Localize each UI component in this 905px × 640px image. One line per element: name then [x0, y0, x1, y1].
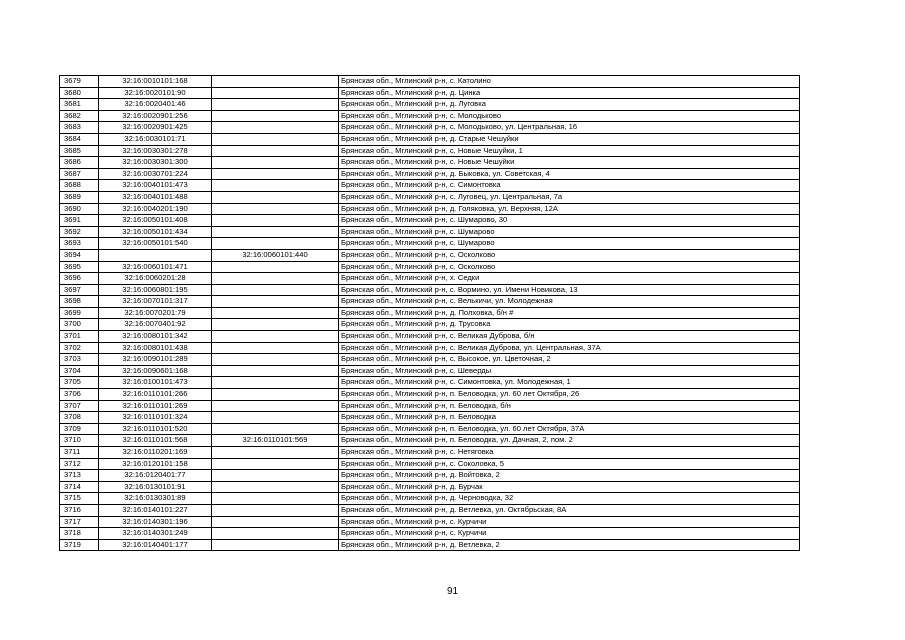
- cadastral-number-cell: 32:16:0090601:168: [99, 365, 212, 377]
- related-cadastral-number-cell: [212, 180, 339, 192]
- row-number-cell: 3689: [60, 191, 99, 203]
- address-cell: Брянская обл., Мглинский р-н, д. Ветлевка, 2: [339, 539, 800, 551]
- cadastral-number-cell: 32:16:0030101:71: [99, 133, 212, 145]
- table-body: [60, 76, 800, 551]
- cadastral-number-cell: 32:16:0070201:79: [99, 307, 212, 319]
- related-cadastral-number-cell: [212, 400, 339, 412]
- table-row: [60, 157, 800, 169]
- cadastral-number-cell: 32:16:0050101:408: [99, 215, 212, 227]
- cadastral-number-cell: 32:16:0020401:46: [99, 99, 212, 111]
- table-row: [60, 261, 800, 273]
- related-cadastral-number-cell: [212, 215, 339, 227]
- table-row: [60, 447, 800, 459]
- address-cell: Брянская обл., Мглинский р-н, д. Бурчак: [339, 481, 800, 493]
- address-cell: Брянская обл., Мглинский р-н, с. Курчичи: [339, 516, 800, 528]
- row-number-cell: 3717: [60, 516, 99, 528]
- row-number-cell: 3679: [60, 76, 99, 88]
- related-cadastral-number-cell: [212, 377, 339, 389]
- cadastral-number-cell: 32:16:0130101:91: [99, 481, 212, 493]
- table-row: [60, 481, 800, 493]
- address-cell: Брянская обл., Мглинский р-н, с. Соколовка, 5: [339, 458, 800, 470]
- row-number-cell: 3692: [60, 226, 99, 238]
- row-number-cell: 3711: [60, 447, 99, 459]
- cadastral-number-cell: 32:16:0040101:488: [99, 191, 212, 203]
- row-number-cell: 3682: [60, 110, 99, 122]
- table-row: [60, 168, 800, 180]
- address-cell: Брянская обл., Мглинский р-н, д. Трусовка: [339, 319, 800, 331]
- cadastral-number-cell: 32:16:0060801:195: [99, 284, 212, 296]
- cadastral-number-cell: 32:16:0050101:540: [99, 238, 212, 250]
- related-cadastral-number-cell: [212, 191, 339, 203]
- table-row: [60, 331, 800, 343]
- related-cadastral-number-cell: [212, 423, 339, 435]
- row-number-cell: 3699: [60, 307, 99, 319]
- address-cell: Брянская обл., Мглинский р-н, п. Беловодка: [339, 412, 800, 424]
- row-number-cell: 3691: [60, 215, 99, 227]
- related-cadastral-number-cell: [212, 122, 339, 134]
- address-cell: Брянская обл., Мглинский р-н, д. Цинка: [339, 87, 800, 99]
- address-cell: Брянская обл., Мглинский р-н, п. Беловодка, ул. 60 лет Октября, 37А: [339, 423, 800, 435]
- cadastral-number-cell: 32:16:0020101:90: [99, 87, 212, 99]
- row-number-cell: 3684: [60, 133, 99, 145]
- related-cadastral-number-cell: [212, 203, 339, 215]
- table-row: [60, 273, 800, 285]
- cadastral-number-cell: 32:16:0020901:425: [99, 122, 212, 134]
- address-cell: Брянская обл., Мглинский р-н, с. Курчичи: [339, 528, 800, 540]
- cadastral-number-cell: 32:16:0120101:158: [99, 458, 212, 470]
- table-row: [60, 389, 800, 401]
- table-row: [60, 145, 800, 157]
- row-number-cell: 3704: [60, 365, 99, 377]
- row-number-cell: 3709: [60, 423, 99, 435]
- address-cell: Брянская обл., Мглинский р-н, с. Молодьково, ул. Центральная, 16: [339, 122, 800, 134]
- related-cadastral-number-cell: [212, 331, 339, 343]
- table-row: [60, 249, 800, 261]
- cadastral-number-cell: 32:16:0110101:324: [99, 412, 212, 424]
- cadastral-number-cell: 32:16:0140401:177: [99, 539, 212, 551]
- table-row: [60, 412, 800, 424]
- cadastral-number-cell: 32:16:0110101:568: [99, 435, 212, 447]
- row-number-cell: 3703: [60, 354, 99, 366]
- address-cell: Брянская обл., Мглинский р-н, д. Полховка, б/н #: [339, 307, 800, 319]
- table-row: [60, 539, 800, 551]
- row-number-cell: 3694: [60, 249, 99, 261]
- related-cadastral-number-cell: [212, 389, 339, 401]
- address-cell: Брянская обл., Мглинский р-н, с. Вормино, ул. Имени Новикова, 13: [339, 284, 800, 296]
- related-cadastral-number-cell: [212, 319, 339, 331]
- address-cell: Брянская обл., Мглинский р-н, д. Черноводка, 32: [339, 493, 800, 505]
- cadastral-number-cell: 32:16:0030301:278: [99, 145, 212, 157]
- row-number-cell: 3695: [60, 261, 99, 273]
- row-number-cell: 3708: [60, 412, 99, 424]
- cadastral-number-cell: 32:16:0090101:289: [99, 354, 212, 366]
- table-row: [60, 435, 800, 447]
- table-row: [60, 319, 800, 331]
- table-row: [60, 400, 800, 412]
- cadastral-number-cell: 32:16:0100101:473: [99, 377, 212, 389]
- row-number-cell: 3706: [60, 389, 99, 401]
- related-cadastral-number-cell: [212, 365, 339, 377]
- table-row: [60, 342, 800, 354]
- row-number-cell: 3707: [60, 400, 99, 412]
- related-cadastral-number-cell: [212, 157, 339, 169]
- cadastral-number-cell: 32:16:0060101:471: [99, 261, 212, 273]
- cadastral-number-cell: 32:16:0030301:300: [99, 157, 212, 169]
- row-number-cell: 3685: [60, 145, 99, 157]
- related-cadastral-number-cell: [212, 470, 339, 482]
- address-cell: Брянская обл., Мглинский р-н, с. Молодьково: [339, 110, 800, 122]
- row-number-cell: 3719: [60, 539, 99, 551]
- table-row: [60, 458, 800, 470]
- address-cell: Брянская обл., Мглинский р-н, с. Великая Дуброва, б/н: [339, 331, 800, 343]
- row-number-cell: 3698: [60, 296, 99, 308]
- related-cadastral-number-cell: [212, 354, 339, 366]
- related-cadastral-number-cell: [212, 539, 339, 551]
- cadastral-number-cell: [99, 249, 212, 261]
- table-row: [60, 377, 800, 389]
- cadastral-number-cell: 32:16:0040201:190: [99, 203, 212, 215]
- address-cell: Брянская обл., Мглинский р-н, с. Великая Дуброва, ул. Центральная, 37А: [339, 342, 800, 354]
- table-row: [60, 238, 800, 250]
- related-cadastral-number-cell: [212, 110, 339, 122]
- address-cell: Брянская обл., Мглинский р-н, д. Быковка, ул. Советская, 4: [339, 168, 800, 180]
- cadastral-table: [59, 75, 800, 551]
- address-cell: Брянская обл., Мглинский р-н, д. Голяковка, ул. Верхняя, 12А: [339, 203, 800, 215]
- address-cell: Брянская обл., Мглинский р-н, с. Католино: [339, 76, 800, 88]
- cadastral-number-cell: 32:16:0110101:269: [99, 400, 212, 412]
- row-number-cell: 3681: [60, 99, 99, 111]
- table-row: [60, 110, 800, 122]
- page-number: 91: [446, 586, 459, 597]
- related-cadastral-number-cell: [212, 493, 339, 505]
- table-row: [60, 215, 800, 227]
- table-row: [60, 226, 800, 238]
- row-number-cell: 3714: [60, 481, 99, 493]
- related-cadastral-number-cell: [212, 481, 339, 493]
- cadastral-number-cell: 32:16:0050101:434: [99, 226, 212, 238]
- row-number-cell: 3697: [60, 284, 99, 296]
- table-row: [60, 99, 800, 111]
- row-number-cell: 3718: [60, 528, 99, 540]
- table-row: [60, 470, 800, 482]
- related-cadastral-number-cell: [212, 447, 339, 459]
- row-number-cell: 3680: [60, 87, 99, 99]
- cadastral-number-cell: 32:16:0120401:77: [99, 470, 212, 482]
- table-row: [60, 307, 800, 319]
- table-row: [60, 284, 800, 296]
- address-cell: Брянская обл., Мглинский р-н, х. Седки: [339, 273, 800, 285]
- table-row: [60, 423, 800, 435]
- related-cadastral-number-cell: [212, 412, 339, 424]
- cadastral-number-cell: 32:16:0040101:473: [99, 180, 212, 192]
- address-cell: Брянская обл., Мглинский р-н, с. Осколково: [339, 261, 800, 273]
- row-number-cell: 3693: [60, 238, 99, 250]
- address-cell: Брянская обл., Мглинский р-н, д. Луговка: [339, 99, 800, 111]
- cadastral-number-cell: 32:16:0010101:168: [99, 76, 212, 88]
- row-number-cell: 3716: [60, 504, 99, 516]
- table-row: [60, 516, 800, 528]
- row-number-cell: 3705: [60, 377, 99, 389]
- related-cadastral-number-cell: [212, 133, 339, 145]
- related-cadastral-number-cell: [212, 458, 339, 470]
- address-cell: Брянская обл., Мглинский р-н, с. Новые Чешуйки: [339, 157, 800, 169]
- cadastral-number-cell: 32:16:0140301:249: [99, 528, 212, 540]
- related-cadastral-number-cell: 32:16:0110101:569: [212, 435, 339, 447]
- cadastral-number-cell: 32:16:0110201:169: [99, 447, 212, 459]
- row-number-cell: 3715: [60, 493, 99, 505]
- table-row: [60, 296, 800, 308]
- related-cadastral-number-cell: [212, 528, 339, 540]
- cadastral-number-cell: 32:16:0130301:89: [99, 493, 212, 505]
- cadastral-number-cell: 32:16:0140101:227: [99, 504, 212, 516]
- address-cell: Брянская обл., Мглинский р-н, с. Шеверды: [339, 365, 800, 377]
- address-cell: Брянская обл., Мглинский р-н, п. Беловодка, б/н: [339, 400, 800, 412]
- related-cadastral-number-cell: [212, 168, 339, 180]
- address-cell: Брянская обл., Мглинский р-н, с. Нетяговка: [339, 447, 800, 459]
- related-cadastral-number-cell: [212, 284, 339, 296]
- related-cadastral-number-cell: [212, 99, 339, 111]
- table-row: [60, 504, 800, 516]
- row-number-cell: 3683: [60, 122, 99, 134]
- address-cell: Брянская обл., Мглинский р-н, с. Луговец, ул. Центральная, 7а: [339, 191, 800, 203]
- address-cell: Брянская обл., Мглинский р-н, с. Шумарово: [339, 238, 800, 250]
- related-cadastral-number-cell: [212, 261, 339, 273]
- address-cell: Брянская обл., Мглинский р-н, с. Новые Чешуйки, 1: [339, 145, 800, 157]
- address-cell: Брянская обл., Мглинский р-н, п. Беловодка, ул. 60 лет Октября, 26: [339, 389, 800, 401]
- address-cell: Брянская обл., Мглинский р-н, с. Высокое, ул. Цветочная, 2: [339, 354, 800, 366]
- row-number-cell: 3701: [60, 331, 99, 343]
- address-cell: Брянская обл., Мглинский р-н, с. Симонтовка: [339, 180, 800, 192]
- row-number-cell: 3712: [60, 458, 99, 470]
- cadastral-number-cell: 32:16:0110101:266: [99, 389, 212, 401]
- address-cell: Брянская обл., Мглинский р-н, с. Шумарово: [339, 226, 800, 238]
- cadastral-number-cell: 32:16:0070101:317: [99, 296, 212, 308]
- table-row: [60, 133, 800, 145]
- related-cadastral-number-cell: [212, 296, 339, 308]
- address-cell: Брянская обл., Мглинский р-н, с. Шумарово, 30: [339, 215, 800, 227]
- related-cadastral-number-cell: [212, 145, 339, 157]
- row-number-cell: 3700: [60, 319, 99, 331]
- table-row: [60, 203, 800, 215]
- row-number-cell: 3713: [60, 470, 99, 482]
- table-row: [60, 76, 800, 88]
- cadastral-number-cell: 32:16:0080101:342: [99, 331, 212, 343]
- related-cadastral-number-cell: [212, 87, 339, 99]
- address-cell: Брянская обл., Мглинский р-н, с. Осколково: [339, 249, 800, 261]
- cadastral-number-cell: 32:16:0060201:28: [99, 273, 212, 285]
- row-number-cell: 3702: [60, 342, 99, 354]
- table-row: [60, 493, 800, 505]
- related-cadastral-number-cell: [212, 76, 339, 88]
- table-row: [60, 122, 800, 134]
- cadastral-number-cell: 32:16:0070401:92: [99, 319, 212, 331]
- table-row: [60, 365, 800, 377]
- row-number-cell: 3710: [60, 435, 99, 447]
- row-number-cell: 3686: [60, 157, 99, 169]
- table-row: [60, 191, 800, 203]
- address-cell: Брянская обл., Мглинский р-н, д. Ветлевка, ул. Октябрьская, 8А: [339, 504, 800, 516]
- related-cadastral-number-cell: [212, 226, 339, 238]
- related-cadastral-number-cell: [212, 504, 339, 516]
- address-cell: Брянская обл., Мглинский р-н, д. Войтовка, 2: [339, 470, 800, 482]
- row-number-cell: 3688: [60, 180, 99, 192]
- cadastral-number-cell: 32:16:0080101:438: [99, 342, 212, 354]
- address-cell: Брянская обл., Мглинский р-н, с. Симонтовка, ул. Молодежная, 1: [339, 377, 800, 389]
- table-row: [60, 180, 800, 192]
- related-cadastral-number-cell: [212, 342, 339, 354]
- address-cell: Брянская обл., Мглинский р-н, с. Велькичи, ул. Молодежная: [339, 296, 800, 308]
- table-row: [60, 354, 800, 366]
- related-cadastral-number-cell: 32:16:0060101:440: [212, 249, 339, 261]
- cadastral-number-cell: 32:16:0140301:196: [99, 516, 212, 528]
- address-cell: Брянская обл., Мглинский р-н, п. Беловодка, ул. Дачная, 2, пом. 2: [339, 435, 800, 447]
- related-cadastral-number-cell: [212, 307, 339, 319]
- related-cadastral-number-cell: [212, 273, 339, 285]
- row-number-cell: 3687: [60, 168, 99, 180]
- row-number-cell: 3696: [60, 273, 99, 285]
- related-cadastral-number-cell: [212, 238, 339, 250]
- table-row: [60, 87, 800, 99]
- related-cadastral-number-cell: [212, 516, 339, 528]
- address-cell: Брянская обл., Мглинский р-н, д. Старые Чешуйки: [339, 133, 800, 145]
- cadastral-number-cell: 32:16:0030701:224: [99, 168, 212, 180]
- table-row: [60, 528, 800, 540]
- cadastral-number-cell: 32:16:0020901:256: [99, 110, 212, 122]
- row-number-cell: 3690: [60, 203, 99, 215]
- cadastral-number-cell: 32:16:0110101:520: [99, 423, 212, 435]
